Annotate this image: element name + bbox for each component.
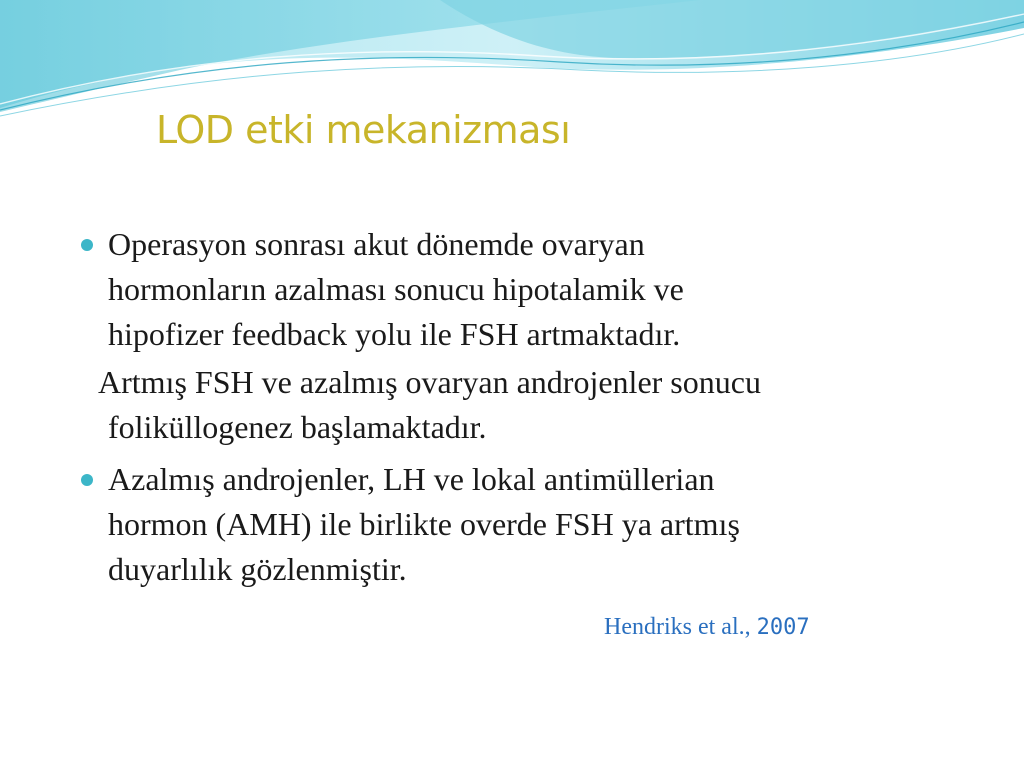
paragraph-item (80, 360, 960, 450)
bullet-dot-icon (81, 474, 93, 486)
bullet-line: hipofizer feedback yolu ile FSH artmaktadır. (108, 316, 681, 352)
citation (604, 614, 810, 641)
bullet-line: duyarlılık gözlenmiştir. (108, 551, 407, 587)
bullet-line: Operasyon sonrası akut dönemde ovaryan (108, 226, 645, 262)
bullet-dot-icon (81, 239, 93, 251)
citation-year: 2007 (756, 615, 810, 640)
bullet-line: Azalmış androjenler, LH ve lokal antimüllerian (108, 461, 715, 497)
bullet-line: hormonların azalması sonucu hipotalamik ve (108, 271, 684, 307)
paragraph-line: Artmış FSH ve azalmış ovaryan androjenler sonucu (98, 364, 761, 400)
bullet-line: hormon (AMH) ile birlikte overde FSH ya artmış (108, 506, 740, 542)
citation-authors: Hendriks et al., (604, 614, 751, 640)
bullet-item (80, 222, 960, 357)
slide-body (80, 222, 960, 592)
bullet-item (80, 457, 960, 592)
slide-title: LOD etki mekanizması (156, 108, 571, 152)
paragraph-line: foliküllogenez başlamaktadır. (108, 409, 487, 445)
